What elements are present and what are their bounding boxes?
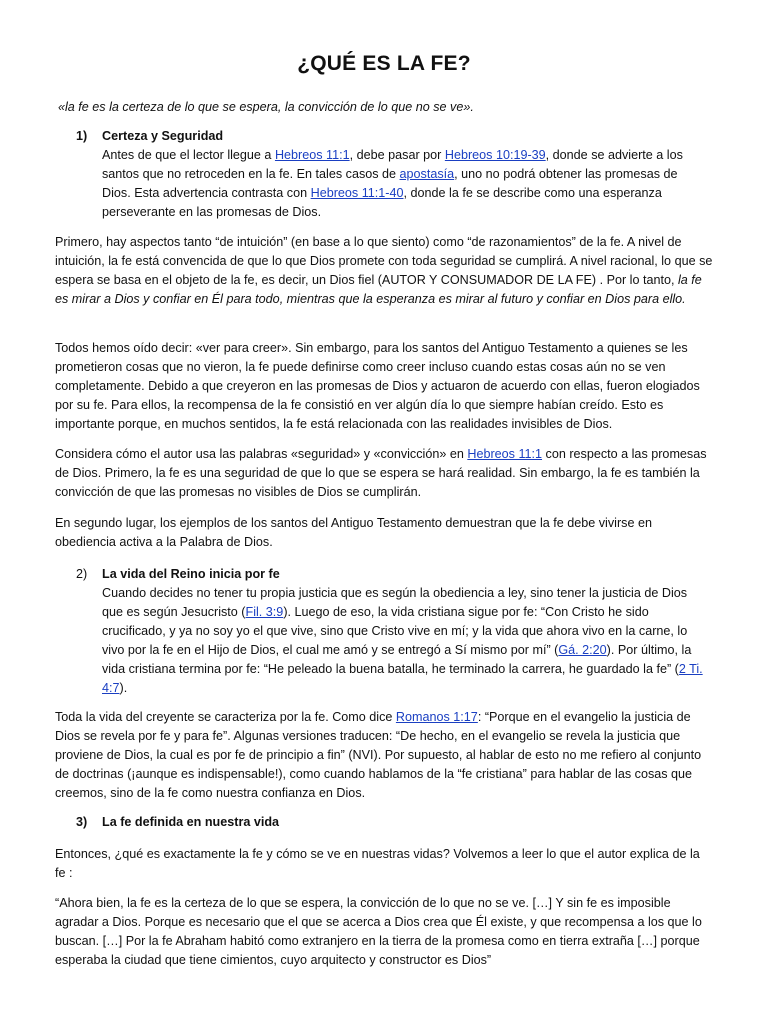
section-1-body: Antes de que el lector llegue a Hebreos 11:1, debe pasar por Hebreos 10:19-39, donde se advierte a los santos que no retroceden en la fe. En tales casos de apostasía, uno no podrá obtener las promesas de Dios. Esta advertencia contrasta con Hebreos 11:1-40, donde la fe se describe como una esperanza perseverante en las promesas de Dios. xyxy=(102,148,683,219)
section-2-number: 2) xyxy=(76,567,88,581)
section-2 xyxy=(76,565,706,698)
section-3-number: 3) xyxy=(76,815,88,829)
paragraph-6: Entonces, ¿qué es exactamente la fe y cómo se ve en nuestras vidas? Volvemos a leer lo que el autor explica de la fe : xyxy=(55,847,700,880)
paragraph-5: Toda la vida del creyente se caracteriza por la fe. Como dice Romanos 1:17: “Porque en el evangelio la justicia de Dios se revela por fe y para fe”. Algunas versiones traducen: “De hecho, en el evangelio se revela la justicia que proviene de Dios, la cual es por fe de principio a fin” (NVI). Por supuesto, al hablar de esto no me refiero al conjunto de doctrinas (¡aunque es indispensable!), como cuando hablamos de la “fe cristiana” para hablar de las cosas que creemos, sino de la fe como nuestra confianza en Dios. xyxy=(55,710,702,800)
link-hebreos-11-1-40[interactable]: Hebreos 11:1-40 xyxy=(310,186,404,200)
paragraph-1: Primero, hay aspectos tanto “de intuición” (en base a lo que siento) como “de razonamientos” de la fe. A nivel de intuición, la fe está convencida de que lo que Dios promete con toda seguridad se cumplirá. A nivel racional, lo que se espera se basa en el objeto de la fe, es decir, un Dios fiel (AUTOR Y CONSUMADOR DE LA FE) . Por lo tanto, la fe es mirar a Dios y confiar en Él para todo, mientras que la esperanza es mirar al futuro y confiar en Dios para ello. xyxy=(55,235,713,306)
paragraph-2: Todos hemos oído decir: «ver para creer». Sin embargo, para los santos del Antiguo Testamento a quienes se les prometieron cosas que no vieron, la fe puede definirse como creer incluso cuando estas cosas aún no se ven completamente. Debido a que creyeron en las promesas de Dios y actuaron de acuerdo con ellas, fueron elogiados por su fe. Para ellos, la recompensa de la fe consistió en ver algún día lo que siempre habían creído. Esto es importante porque, en muchos sentidos, la fe está relacionada con las realidades invisibles de Dios. xyxy=(55,341,700,431)
paragraph-3: Considera cómo el autor usa las palabras «seguridad» y «convicción» en Hebreos 11:1 con respecto a las promesas de Dios. Primero, la fe es una seguridad de que lo que se espera se hará realidad. Sin embargo, la fe es también la convicción de que las promesas no visibles de Dios se cumplirán. xyxy=(55,447,707,499)
section-2-body: Cuando decides no tener tu propia justicia que es según la obediencia a ley, sino tener la justicia de Dios que es según Jesucristo (Fil. 3:9). Luego de eso, la vida cristiana sigue por fe: “Con Cristo he sido crucificado, y ya no soy yo el que vive, sino que Cristo vive en mí; y la vida que ahora vivo en la carne, lo vivo por la fe en el Hijo de Dios, el cual me amó y se entregó a Sí mismo por mí” (Gá. 2:20). Por último, la vida cristiana termina por fe: “He peleado la buena batalla, he terminado la carrera, he guardado la fe” (2 Ti. 4:7). xyxy=(102,586,703,695)
section-1-heading: Certeza y Seguridad xyxy=(102,129,224,143)
section-2-heading: La vida del Reino inicia por fe xyxy=(102,567,280,581)
link-fil-3-9[interactable]: Fil. 3:9 xyxy=(245,605,284,619)
link-2-ti-4-7[interactable]: 2 Ti. 4:7 xyxy=(102,662,703,695)
paragraph-1-italic: la fe es mirar a Dios y confiar en Él para todo, mientras que la esperanza es mirar al futuro y confiar en Dios para ello. xyxy=(55,273,702,306)
paragraph-4: En segundo lugar, los ejemplos de los santos del Antiguo Testamento demuestran que la fe debe vivirse en obediencia activa a la Palabra de Dios. xyxy=(55,516,652,549)
paragraph-7: “Ahora bien, la fe es la certeza de lo que se espera, la convicción de lo que no se ve. […] Y sin fe es imposible agradar a Dios. Porque es necesario que el que se acerca a Dios crea que Él existe, y que recompensa a los que lo buscan. […] Por la fe Abraham habitó como extranjero en la tierra de la promesa como en tierra extraña […] porque esperaba la ciudad que tiene cimientos, cuyo arquitecto y constructor es Dios” xyxy=(55,896,702,967)
link-hebreos-11-1-b[interactable]: Hebreos 11:1 xyxy=(467,447,543,461)
link-ga-2-20[interactable]: Gá. 2:20 xyxy=(558,643,607,657)
section-1 xyxy=(76,127,706,222)
section-3-heading: La fe definida en nuestra vida xyxy=(102,815,280,829)
section-1-number: 1) xyxy=(76,129,88,143)
link-romanos-1-17[interactable]: Romanos 1:17 xyxy=(395,710,478,724)
epigraph: «la fe es la certeza de lo que se espera, la convicción de lo que no se ve». xyxy=(58,100,474,114)
section-3 xyxy=(76,813,706,832)
link-hebreos-10-19-39[interactable]: Hebreos 10:19-39 xyxy=(444,148,546,162)
page-title: ¿QUÉ ES LA FE? xyxy=(297,52,471,75)
link-hebreos-11-1[interactable]: Hebreos 11:1 xyxy=(274,148,350,162)
link-apostasia[interactable]: apostasía xyxy=(399,167,455,181)
